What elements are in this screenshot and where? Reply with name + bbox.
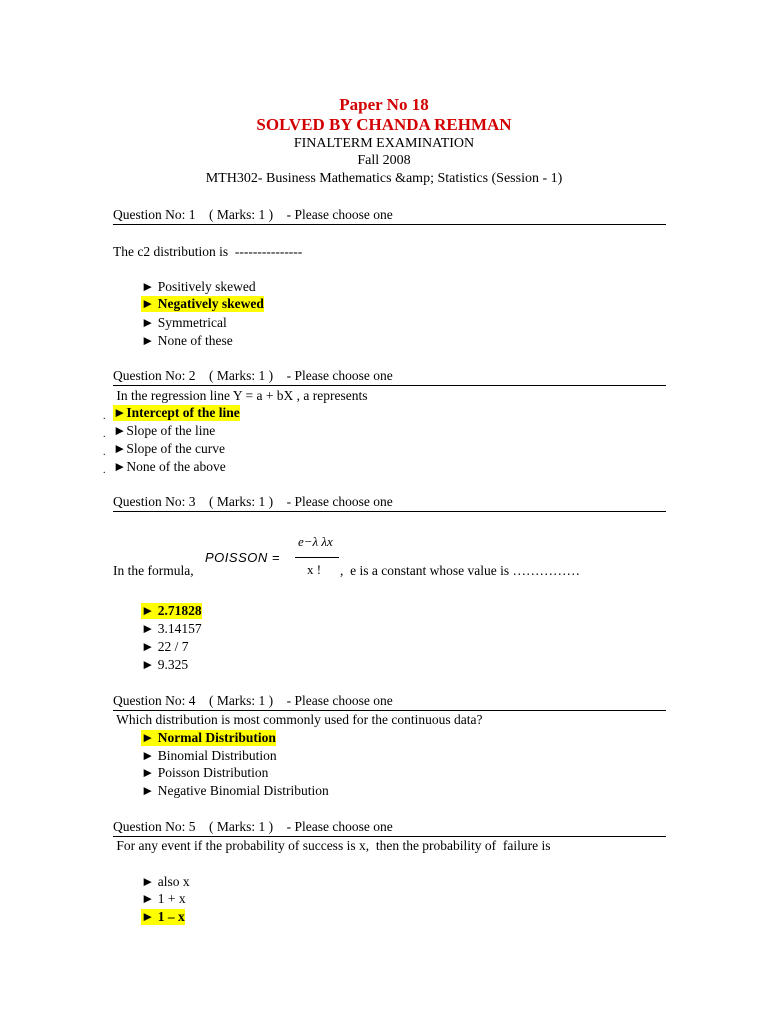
question-3-text-before: In the formula, (113, 563, 194, 578)
question-1-header: Question No: 1 ( Marks: 1 ) - Please choose one (113, 207, 666, 225)
question-2-header: Question No: 2 ( Marks: 1 ) - Please choose one (113, 368, 666, 386)
question-5-option-3-answer[interactable]: ► 1 – x (141, 909, 185, 924)
question-2-option-1-answer[interactable]: ►Intercept of the line (113, 405, 240, 420)
question-3-option-2[interactable]: ► 3.14157 (141, 621, 202, 636)
question-2-option-3[interactable]: ►Slope of the curve (113, 441, 225, 456)
question-1-option-4[interactable]: ► None of these (141, 333, 233, 348)
question-5-header: Question No: 5 ( Marks: 1 ) - Please choose one (113, 819, 666, 837)
question-3-option-3[interactable]: ► 22 / 7 (141, 639, 189, 654)
question-3-option-1-answer[interactable]: ► 2.71828 (141, 603, 202, 618)
question-3-header: Question No: 3 ( Marks: 1 ) - Please choose one (113, 494, 666, 512)
question-1-option-3[interactable]: ► Symmetrical (141, 315, 227, 330)
question-1-option-1[interactable]: ► Positively skewed (141, 279, 256, 294)
list-marker: . (103, 465, 106, 476)
question-3-text-after: , e is a constant whose value is …………… (340, 563, 580, 578)
question-4-option-3[interactable]: ► Poisson Distribution (141, 765, 269, 780)
exam-term: Fall 2008 (357, 153, 411, 168)
paper-number-title: Paper No 18 (339, 95, 429, 114)
question-4-option-2[interactable]: ► Binomial Distribution (141, 748, 277, 763)
exam-type: FINALTERM EXAMINATION (293, 136, 475, 151)
formula-lhs: POISSON = (205, 550, 280, 565)
list-marker: . (103, 429, 106, 440)
question-4-header: Question No: 4 ( Marks: 1 ) - Please choose one (113, 693, 666, 711)
question-2-option-2[interactable]: ►Slope of the line (113, 423, 216, 438)
question-5-option-2[interactable]: ► 1 + x (141, 891, 186, 906)
question-1-text: The c2 distribution is --------------- (113, 244, 303, 259)
course-title: MTH302- Business Mathematics &amp; Statistics (Session - 1) (205, 171, 563, 186)
formula-fraction-bar (295, 557, 339, 558)
solved-by-title: SOLVED BY CHANDA REHMAN (256, 115, 512, 134)
question-5-option-1[interactable]: ► also x (141, 874, 190, 889)
question-4-text: Which distribution is most commonly used for the continuous data? (113, 712, 483, 727)
question-2-option-4[interactable]: ►None of the above (113, 459, 226, 474)
question-1-option-2-answer[interactable]: ► Negatively skewed (141, 296, 264, 311)
question-5-text: For any event if the probability of success is x, then the probability of failure is (113, 838, 551, 853)
question-4-option-4[interactable]: ► Negative Binomial Distribution (141, 783, 329, 798)
formula-numerator: e−λ λx (298, 534, 333, 549)
formula-denominator: x ! (307, 562, 322, 577)
list-marker: . (103, 411, 106, 422)
question-4-option-1-answer[interactable]: ► Normal Distribution (141, 730, 276, 745)
question-2-text: In the regression line Y = a + bX , a represents (113, 388, 368, 403)
list-marker: . (103, 447, 106, 458)
question-3-option-4[interactable]: ► 9.325 (141, 657, 189, 672)
